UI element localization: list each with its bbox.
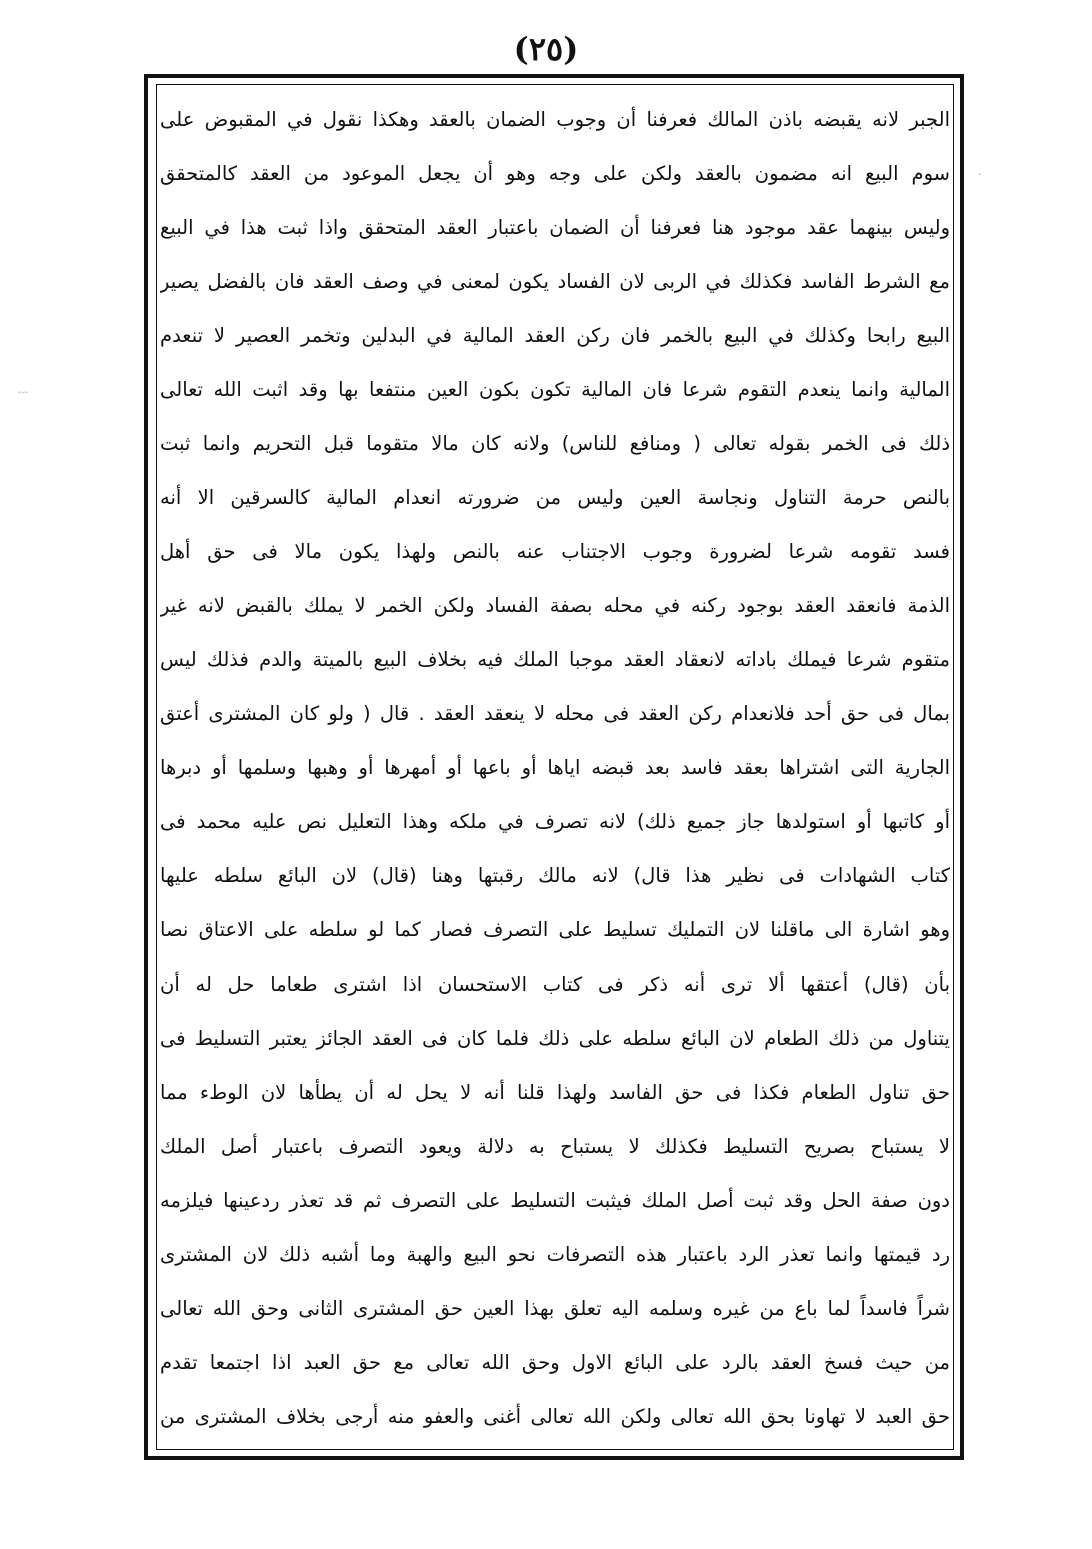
text-line: كتاب الشهادات فى نظير هذا قال) لانه مالك رقبتها وهنا (قال) لان البائع سلطه عليها — [160, 864, 950, 888]
text-line: بمال فى حق أحد فلانعدام ركن العقد فى محله لا ينعقد العقد . قال ( ولو كان المشترى أعتق — [160, 702, 950, 726]
text-line: من حيث فسخ العقد بالرد على البائع الاول وحق الله تعالى مع حق العبد اذا اجتمعا تقدم — [160, 1350, 950, 1374]
text-line: وليس بينهما عقد موجود هنا فعرفنا أن الضمان باعتبار العقد المتحقق واذا ثبت هذا في البيع — [160, 216, 950, 240]
text-line: ذلك فى الخمر بقوله تعالى ( ومنافع للناس) ولانه كان مالا متقوما قبل التحريم وانما ثبت — [160, 432, 950, 456]
page-number: (٢٥) — [513, 30, 579, 68]
text-line: حق العبد لا تهاونا بحق الله تعالى ولكن الله تعالى أغنى والعفو منه أرجى بخلاف المشترى من — [160, 1404, 950, 1428]
text-line: رد قيمتها وانما تعذر الرد باعتبار هذه التصرفات نحو البيع والهبة وما أشبه ذلك لان المشترى — [160, 1242, 950, 1266]
text-line: حق تناول الطعام فكذا فى حق الفاسد ولهذا قلنا أنه لا يحل له أن يطأها لان الوطء مما — [160, 1080, 950, 1104]
text-line: أو كاتبها أو استولدها جاز جميع ذلك) لانه تصرف في ملكه وهذا التعليل نص عليه محمد فى — [160, 810, 950, 834]
text-line: المالية وانما ينعدم التقوم شرعا فان المالية تكون بكون العين منتفعا بها وقد اثبت الله تعالى — [160, 378, 950, 402]
text-line: البيع رابحا وكذلك في البيع بالخمر فان ركن العقد المالية في البدلين وتخمر العصير لا تنعدم — [160, 324, 950, 348]
text-line: فسد تقومه شرعا لضرورة وجوب الاجتناب عنه بالنص ولهذا يكون مالا فى حق أهل — [160, 540, 950, 564]
text-line: الجبر لانه يقبضه باذن المالك فعرفنا أن وجوب الضمان بالعقد وهكذا نقول في المقبوض على — [160, 108, 950, 131]
text-line: وهو اشارة الى ماقلنا لان التمليك تسليط على التصرف فصار كما لو سلطه على الاعتاق نصا — [160, 918, 950, 942]
text-line: دون صفة الحل وقد ثبت أصل الملك فيثبت التسليط على التصرف ثم قد تعذر ردعينها فيلزمه — [160, 1188, 950, 1212]
text-line: يتناول من ذلك الطعام لان البائع سلطه على ذلك فلما كان فى العقد الجائز يعتبر التسليط فى — [160, 1026, 950, 1050]
text-line: شراً فاسداً لما باع من غيره وسلمه اليه تعلق بهذا العين حق المشترى الثانى وحق الله تعالى — [160, 1296, 950, 1320]
text-line: متقوم شرعا فيملك باداته لانعقاد العقد موجبا الملك فيه بخلاف البيع بالميتة والدم فذلك ليس — [160, 648, 950, 672]
margin-mark-right: · — [978, 170, 982, 181]
text-block — [160, 96, 950, 1440]
text-line: بالنص حرمة التناول ونجاسة العين وليس من ضرورته انعدام المالية كالسرقين الا أنه — [160, 486, 950, 510]
text-line: الذمة فانعقد العقد بوجود ركنه في محله بصفة الفساد ولكن الخمر لا يملك بالقبض لانه غير — [160, 594, 950, 618]
text-line: بأن (قال) أعتقها ألا ترى أنه ذكر فى كتاب الاستحسان اذا اشترى طعاما حل له أن — [160, 972, 950, 996]
text-line: سوم البيع انه مضمون بالعقد ولكن على وجه وهو أن يجعل الموعود من العقد كالمتحقق — [160, 162, 950, 186]
text-line: لا يستباح بصريح التسليط فكذلك لا يستباح به دلالة ويعود التصرف باعتبار أصل الملك — [160, 1134, 950, 1158]
margin-mark-left: ﹏ — [18, 384, 28, 395]
text-line: الجارية التى اشتراها بعقد فاسد بعد قبضه اياها أو باعها أو أمهرها أو وهبها وسلمها أو دبرها — [160, 756, 950, 780]
text-line: مع الشرط الفاسد فكذلك في الربى لان الفساد يكون لمعنى في وصف العقد فان بالفضل يصير — [160, 270, 950, 294]
